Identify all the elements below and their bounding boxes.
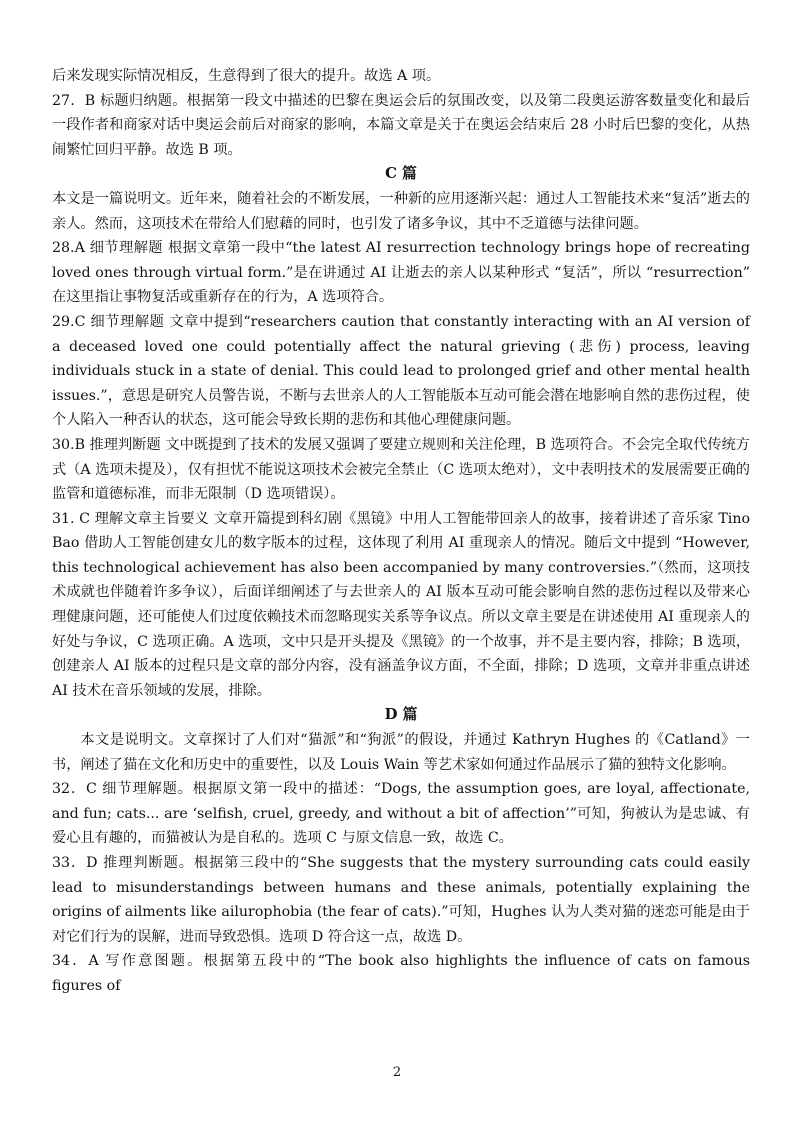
answer-27: 27．B 标题归纳题。根据第一段文中描述的巴黎在奥运会后的氛围改变，以及第二段奥运游客数量变化和最后一段作者和商家对话中奥运会前后对商家的影响，本篇文章是关于在奥运会结束后 28 小时后巴黎的变化，从热闹繁忙回归平静。故选 B 项。 xyxy=(52,92,750,158)
section-d-intro: 本文是说明文。文章探讨了人们对“猫派”和“狗派”的假设，并通过 Kathryn Hughes 的《Catland》一书，阐述了猫在文化和历史中的重要性，以及 Louis Wain 等艺术家如何通过作品展示了猫的独特文化影响。 xyxy=(52,732,750,773)
answer-34: 34．A 写作意图题。根据第五段中的“The book also highlights the influence of cats on famous figures of xyxy=(52,953,750,994)
paragraph-continuation: 后来发现实际情况相反，生意得到了很大的提升。故选 A 项。 xyxy=(52,68,441,84)
answer-28: 28.A 细节理解题 根据文章第一段中“the latest AI resurrection technology brings hope of recreating loved ones through virtual form.”是在讲通过 AI 让逝去的亲人以某种形式 “复活”，所以 “resurrection” 在这里指让事物复活或重新存在的行为，A 选项符合。 xyxy=(52,240,750,306)
answer-33: 33．D 推理判断题。根据第三段中的“She suggests that the mystery surrounding cats could easily lead to misunderstandings between humans and these animals, potentially explaining the origins of ailments like ailurophobia (the fear of cats).”可知，Hughes 认为人类对猫的迷恋可能是由于对它们行为的误解，进而导致恐惧。选项 D 符合这一点，故选 D。 xyxy=(52,855,750,945)
answer-32: 32．C 细节理解题。根据原文第一段中的描述：“Dogs, the assumption goes, are loyal, affectionate, and fun; cats... are ‘selfish, cruel, greedy, and without a bit of affection’”可知，狗被认为是忠诚、有爱心且有趣的，而猫被认为是自私的。选项 C 与原文信息一致，故选 C。 xyxy=(52,781,750,847)
section-heading-c: C 篇 xyxy=(385,165,417,183)
section-c-intro: 本文是一篇说明文。近年来，随着社会的不断发展，一种新的应用逐渐兴起：通过人工智能技术来“复活”逝去的亲人。然而，这项技术在带给人们慰藉的同时，也引发了诸多争议，其中不乏道德与法律问题。 xyxy=(52,190,750,232)
answer-30: 30.B 推理判断题 文中既提到了技术的发展又强调了要建立规则和关注伦理，B 选项符合。不会完全取代传统方式（A 选项未提及），仅有担忧不能说这项技术会被完全禁止（C 选项太绝对），文中表明技术的发展需要正确的监管和道德标准，而非无限制（D 选项错误）。 xyxy=(52,436,750,503)
page-number: 2 xyxy=(392,1065,402,1080)
answer-29: 29.C 细节理解题 文章中提到“researchers caution that constantly interacting with an AI version of a deceased loved one could potentially affect the natural grieving (悲伤) process, leaving individuals stuck in a state of denial. This could lead to prolonged grief and other mental health issues.”，意思是研究人员警告说，不断与去世亲人的人工智能版本互动可能会潜在地影响自然的悲伤过程，使个人陷入一种否认的状态，这可能会导致长期的悲伤和其他心理健康问题。 xyxy=(52,313,750,429)
section-heading-d: D 篇 xyxy=(384,706,418,724)
answer-31: 31. C 理解文章主旨要义 文章开篇提到科幻剧《黑镜》中用人工智能带回亲人的故事，接着讲述了音乐家 Tino Bao 借助人工智能创建女儿的数字版本的过程，这体现了利用 AI 重现亲人的情况。随后文中提到 “However, this technological achievement has also been accompanied by many controversies.”（然而，这项技术成就也伴随着许多争议），后面详细阐述了与去世亲人的 AI 版本互动可能会影响自然的悲伤过程以及带来心理健康问题，还可能使人们过度依赖技术而忽略现实关系等争议点。所以文章主要是在讲述使用 AI 重现亲人的好处与争议，C 选项正确。A 选项，文中只是开头提及《黑镜》的一个故事，并不是主要内容，排除；B 选项，创建亲人 AI 版本的过程只是文章的部分内容，没有涵盖争议方面，不全面，排除；D 选项，文章并非重点讲述 AI 技术在音乐领域的发展，排除。 xyxy=(52,510,750,699)
